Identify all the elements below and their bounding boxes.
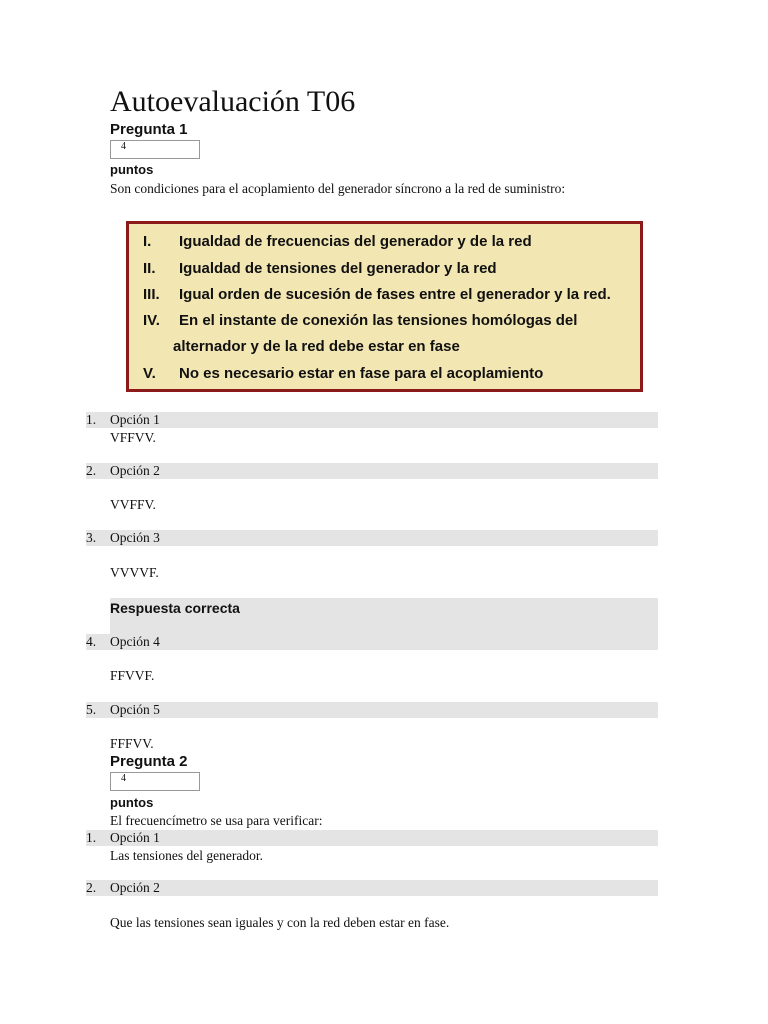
page-title: Autoevaluación T06: [110, 85, 356, 118]
option-2-label[interactable]: Opción 2: [110, 463, 160, 478]
question-1-points-field[interactable]: 4: [110, 140, 200, 159]
question-1-statement: Son condiciones para el acoplamiento del generador síncrono a la red de suministro:: [110, 181, 566, 196]
q2-option-1-text: Las tensiones del generador.: [110, 848, 263, 863]
q2-option-2-number: 2.: [86, 880, 97, 895]
condition-text: Igualdad de tensiones del generador y la red: [179, 260, 497, 277]
option-5-text: FFFVV.: [110, 736, 154, 751]
question-1-heading: Pregunta 1: [110, 121, 188, 138]
option-5-number: 5.: [86, 702, 97, 717]
correct-answer-label: Respuesta correcta: [110, 600, 240, 616]
q2-option-1-bar[interactable]: [86, 830, 658, 846]
condition-text: Igual orden de sucesión de fases entre el generador y la red.: [179, 286, 611, 303]
option-4-text: FFVVF.: [110, 668, 155, 683]
q2-option-2-bar[interactable]: [86, 880, 658, 896]
option-3-label[interactable]: Opción 3: [110, 530, 160, 545]
question-2-statement: El frecuencímetro se usa para verificar:: [110, 813, 323, 828]
option-2-bar[interactable]: [86, 463, 658, 479]
question-2-points-field[interactable]: 4: [110, 772, 200, 791]
option-1-number: 1.: [86, 412, 97, 427]
q2-option-1-number: 1.: [86, 830, 97, 845]
option-3-text: VVVVF.: [110, 565, 159, 580]
conditions-box: [126, 221, 643, 392]
option-1-bar[interactable]: [86, 412, 658, 428]
option-2-text: VVFFV.: [110, 497, 156, 512]
option-4-label[interactable]: Opción 4: [110, 634, 160, 649]
option-3-number: 3.: [86, 530, 97, 545]
condition-number: III.: [143, 286, 160, 303]
condition-number: I.: [143, 233, 152, 250]
option-4-number: 4.: [86, 634, 97, 649]
condition-number: V.: [143, 365, 156, 382]
q2-option-2-label[interactable]: Opción 2: [110, 880, 160, 895]
q2-option-2-text: Que las tensiones sean iguales y con la red deben estar en fase.: [110, 915, 450, 930]
question-2-points-label: puntos: [110, 795, 154, 810]
option-5-label[interactable]: Opción 5: [110, 702, 160, 717]
option-2-number: 2.: [86, 463, 97, 478]
condition-text: No es necesario estar en fase para el acoplamiento: [179, 365, 544, 382]
question-2-heading: Pregunta 2: [110, 753, 188, 770]
condition-number: II.: [143, 260, 156, 277]
option-1-label[interactable]: Opción 1: [110, 412, 160, 427]
q2-option-1-label[interactable]: Opción 1: [110, 830, 160, 845]
question-1-points-label: puntos: [110, 162, 154, 177]
condition-text: alternador y de la red debe estar en fase: [173, 338, 460, 355]
condition-text: En el instante de conexión las tensiones homólogas del: [179, 312, 578, 329]
condition-number: IV.: [143, 312, 160, 329]
option-5-bar[interactable]: [86, 702, 658, 718]
option-1-text: VFFVV.: [110, 430, 156, 445]
option-4-bar[interactable]: [86, 634, 658, 650]
option-3-bar[interactable]: [86, 530, 658, 546]
condition-text: Igualdad de frecuencias del generador y de la red: [179, 233, 532, 250]
